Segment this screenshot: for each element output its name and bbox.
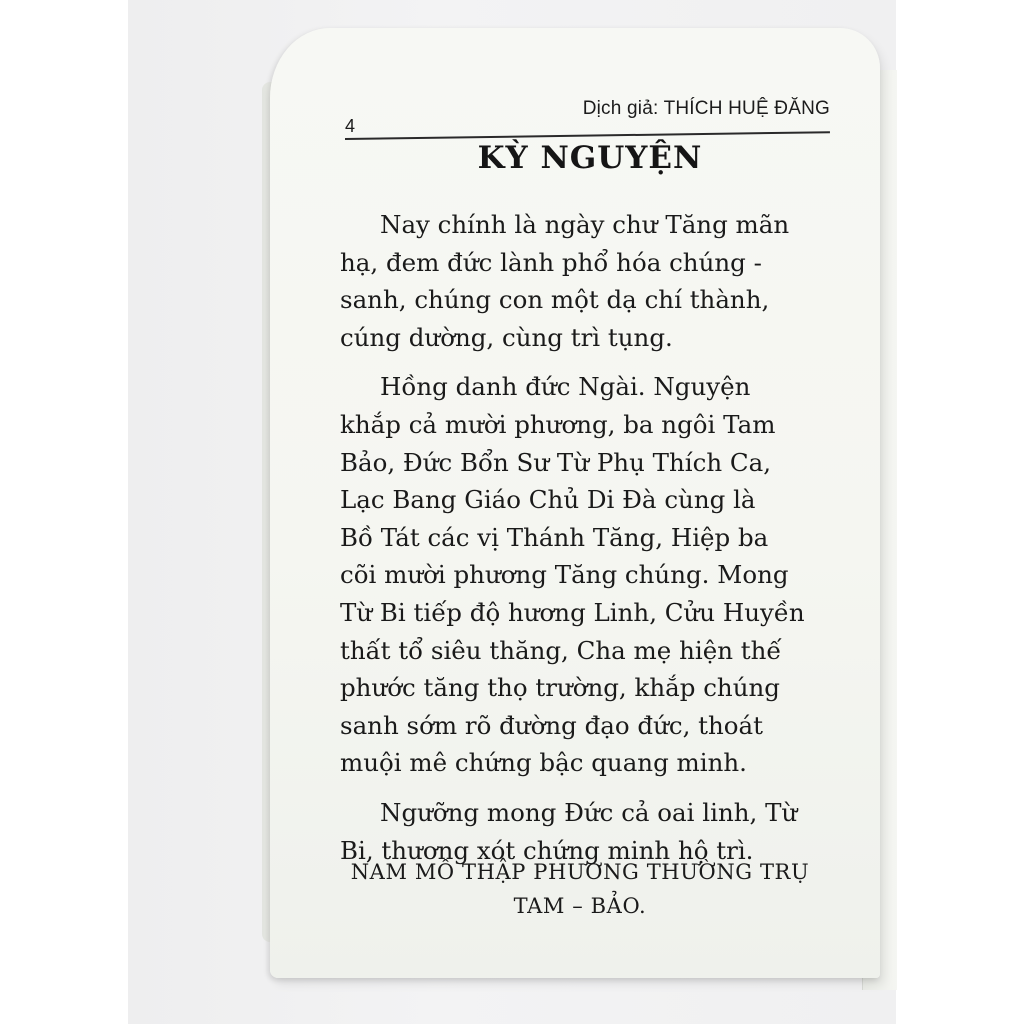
prayer-body [340,206,820,881]
text-line: khắp cả mười phương, ba ngôi Tam [340,409,776,439]
text-line: cúng dường, cùng trì tụng. [340,322,673,352]
text-line: cõi mười phương Tăng chúng. Mong [340,560,789,590]
text-line: Bồ Tát các vị Thánh Tăng, Hiệp ba [340,522,769,552]
text-line: Ngưỡng mong Đức cả oai linh, Từ [380,797,798,827]
page-number: 4 [345,116,356,136]
closing-line-1: NAM MÔ THẬP PHƯƠNG THƯỜNG TRỤ [350,860,810,884]
running-header [345,94,830,142]
translator-credit: Dịch giả: THÍCH HUỆ ĐĂNG [582,98,830,119]
text-line: sanh, chúng con một dạ chí thành, [340,285,770,315]
text-line: Hồng danh đức Ngài. Nguyện [380,372,751,402]
text-line: Bảo, Đức Bổn Sư Từ Phụ Thích Ca, [340,447,772,477]
text-line: Nay chính là ngày chư Tăng mãn [380,210,790,239]
text-line: thất tổ siêu thăng, Cha mẹ hiện thế [340,635,782,665]
text-line: Lạc Bang Giáo Chủ Di Đà cùng là [340,485,756,515]
text-line: muội mê chứng bậc quang minh. [340,748,747,778]
text-line: Từ Bi tiếp độ hương Linh, Cửu Huyền [340,597,805,627]
text-line: Bi, thương xót chứng minh hộ trì. [340,835,754,865]
closing-line-2: TAM – BẢO. [513,894,647,918]
header-rule [345,131,830,140]
page-title: KỲ NGUYỆN [477,140,703,176]
text-line: hạ, đem đức lành phổ hóa chúng - [340,247,762,277]
closing-invocation [335,855,825,923]
paragraph-1 [340,206,820,356]
text-line: sanh sớm rõ đường đạo đức, thoát [340,710,763,740]
text-line: phước tăng thọ trường, khắp chúng [340,673,780,703]
paragraph-2 [340,368,820,782]
